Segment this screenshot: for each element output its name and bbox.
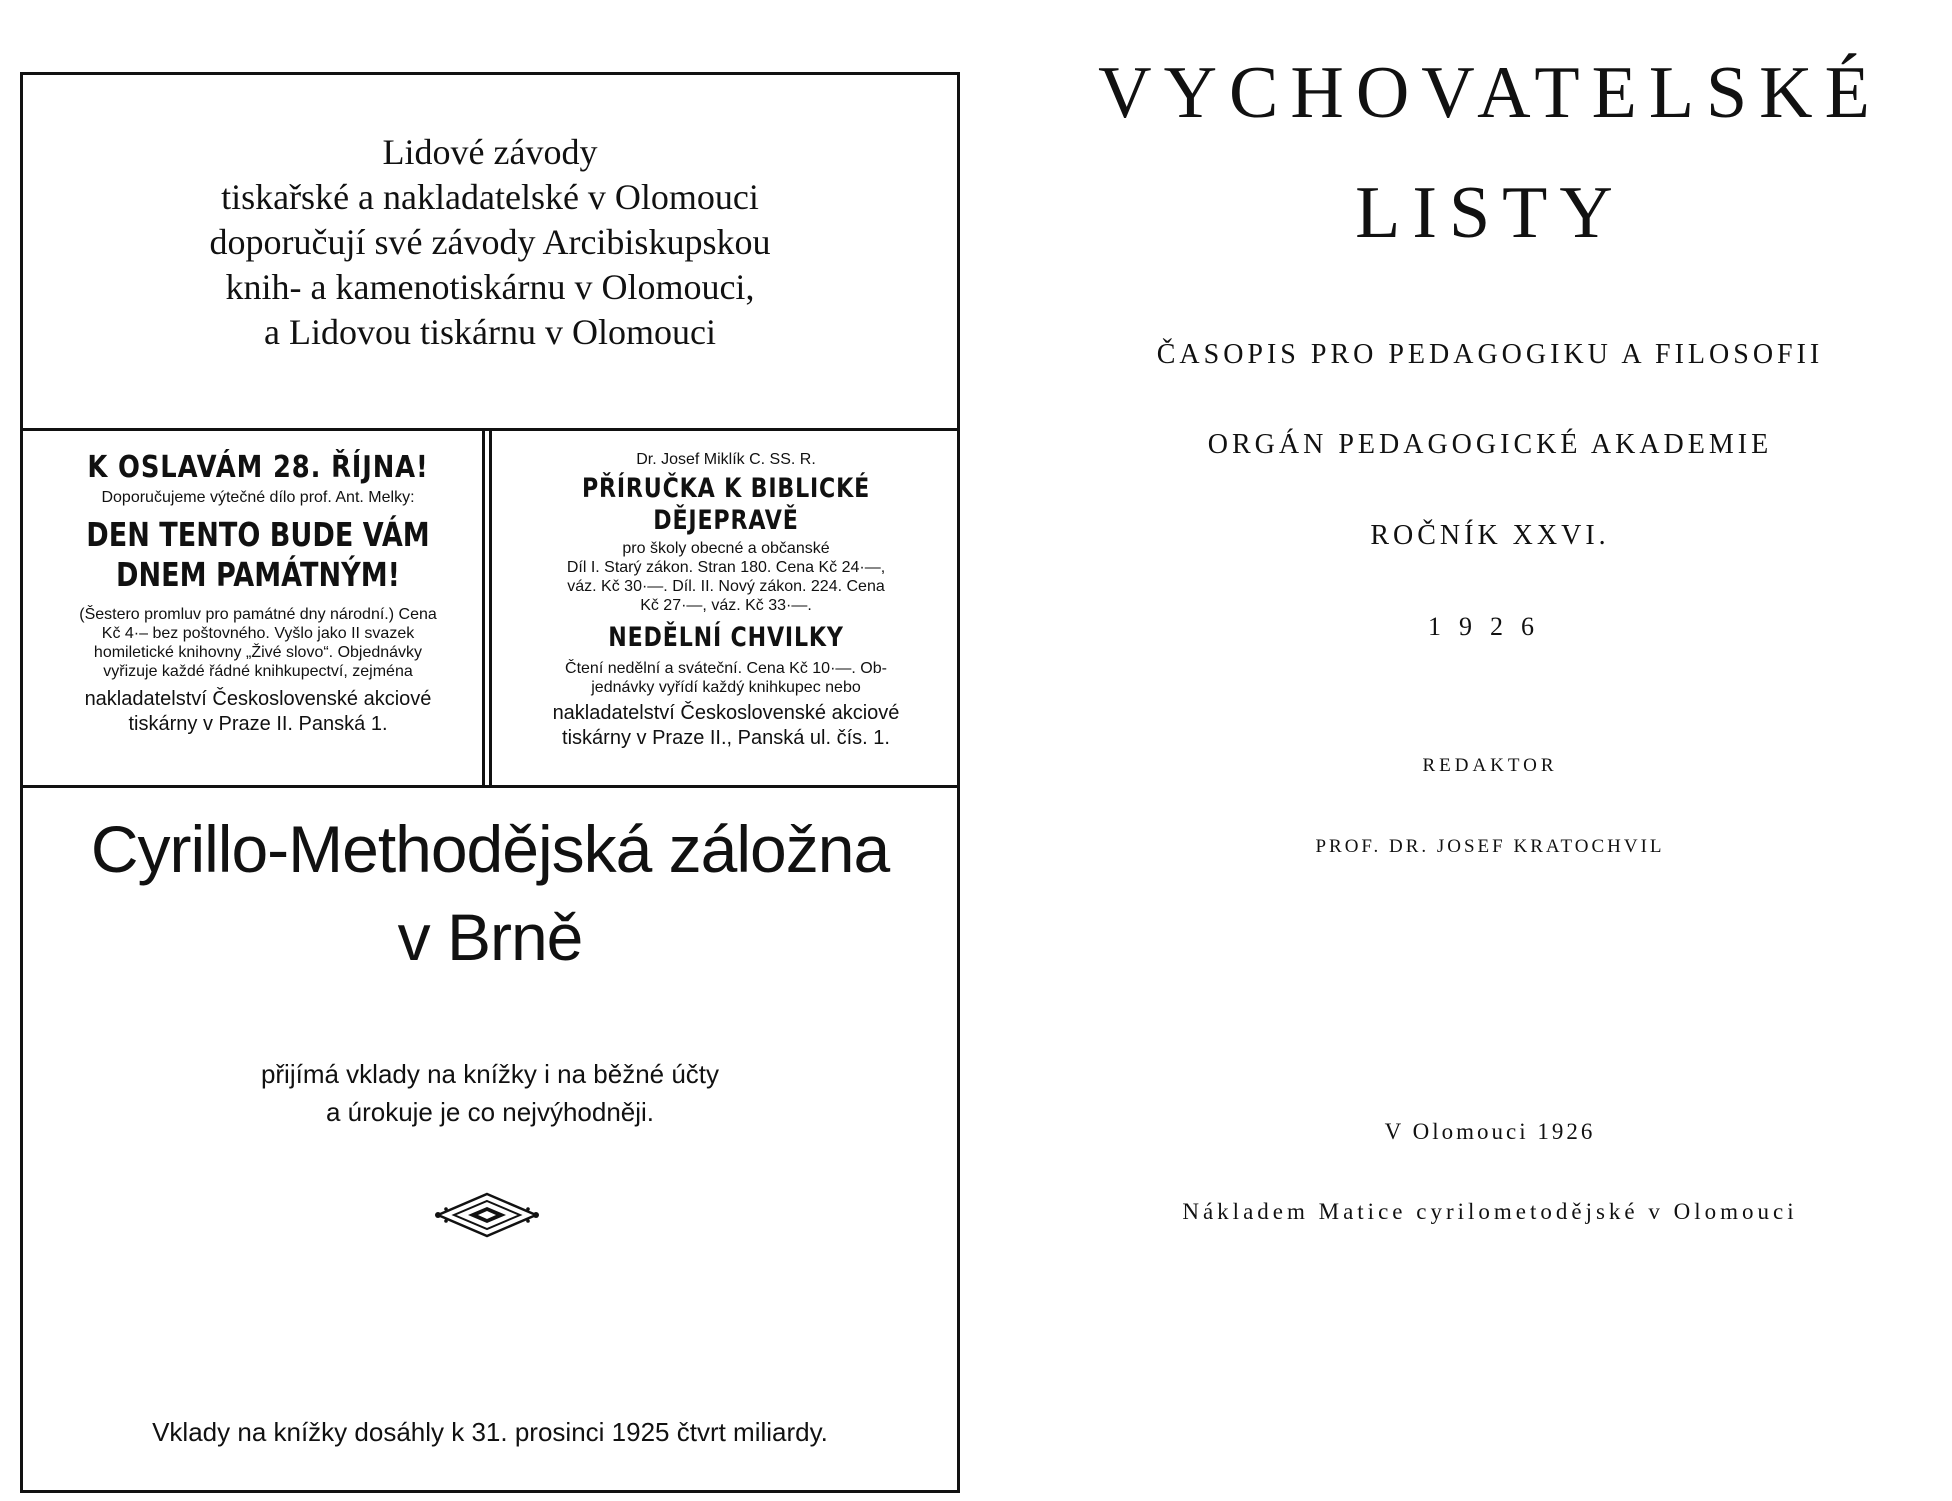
- ad-text-line: tiskařské a nakladatelské v Olomouci: [221, 177, 759, 217]
- ad-zalozna-body-line: přijímá vklady na knížky i na běžné účty: [260, 1059, 720, 1089]
- ad-zalozna-footer: Vklady na knížky dosáhly k 31. prosinci 1925 čtvrt miliardy.: [152, 1417, 828, 1447]
- editor-name: PROF. DR. JOSEF KRATOCHVIL: [1315, 836, 1665, 857]
- ad-book-title: DĚJEPRAVĚ: [653, 505, 799, 536]
- ad-description-line: pro školy obecné a občanské: [622, 540, 830, 557]
- journal-organ: ORGÁN PEDAGOGICKÉ AKADEMIE: [1207, 429, 1773, 460]
- ad-intro: Doporučujeme výtečné dílo prof. Ant. Melky:: [101, 489, 415, 506]
- ad-description-line: Kč 27·—, váz. Kč 33·—.: [640, 597, 812, 614]
- ad-headline: K OSLAVÁM 28. ŘÍJNA!: [87, 450, 429, 485]
- journal-volume: ROČNÍK XXVI.: [1370, 520, 1610, 551]
- ad-prirucka: [500, 450, 952, 751]
- ad-k-oslavam: [26, 450, 490, 737]
- ad-book-title: DNEM PAMÁTNÝM!: [116, 555, 400, 594]
- ad-description-line: homiletické knihovny „Živé slovo“. Objednávky: [93, 644, 423, 661]
- ad-description-line: (Šestero promluv pro památné dny národní.) Cena: [79, 606, 437, 623]
- ad-book-title: PŘÍRUČKA K BIBLICKÉ: [581, 473, 871, 504]
- ad-description-line: jednávky vyřídí každý knihkupec nebo: [591, 679, 861, 696]
- publication-place: V Olomouci 1926: [1384, 1119, 1596, 1144]
- diamond-ornament-icon: [432, 1190, 542, 1240]
- ad-publisher-line: tiskárny v Praze II., Panská ul. čís. 1.: [562, 727, 890, 749]
- publisher-line: Nákladem Matice cyrilometodějské v Olomouci: [1182, 1199, 1798, 1224]
- editor-label: REDAKTOR: [1422, 755, 1558, 776]
- ad-zalozna-body-line: a úrokuje je co nejvýhodněji.: [325, 1097, 655, 1127]
- ad-zalozna-title-line: v Brně: [397, 900, 583, 974]
- journal-year: 1926: [1428, 612, 1552, 641]
- ad-book-title: NEDĚLNÍ CHVILKY: [608, 622, 844, 653]
- ad-text-line: Lidové závody: [382, 132, 598, 172]
- ad-description-line: Čtení nedělní a sváteční. Cena Kč 10·—. Ob-: [565, 660, 887, 677]
- ad-zalozna-body: [23, 1055, 957, 1131]
- ad-description-line: vyřizuje každé řádné knihkupectví, zejména: [103, 663, 413, 680]
- ad-zalozna-title: [23, 805, 957, 981]
- ad-publisher-line: tiskárny v Praze II. Panská 1.: [128, 713, 388, 735]
- journal-subtitle: ČASOPIS PRO PEDAGOGIKU A FILOSOFII: [1156, 339, 1824, 370]
- ad-publisher-line: nakladatelství Československé akciové: [552, 702, 900, 724]
- ad-description-line: váz. Kč 30·—. Díl. II. Nový zákon. 224. Cena: [567, 578, 885, 595]
- ad-publisher-line: nakladatelství Československé akciové: [84, 688, 432, 710]
- journal-title: LISTY: [1355, 172, 1625, 254]
- ad-book-title: DEN TENTO BUDE VÁM: [86, 515, 430, 554]
- ad-zalozna-title-line: Cyrillo-Methodějská záložna: [90, 812, 890, 886]
- ad-description-line: Kč 4·– bez poštovného. Vyšlo jako II svazek: [101, 625, 415, 642]
- ad-description-line: Díl I. Starý zákon. Stran 180. Cena Kč 24·—,: [566, 559, 886, 576]
- ad-lidove-zavody: [23, 130, 957, 355]
- ad-author: Dr. Josef Miklík C. SS. R.: [636, 451, 816, 468]
- ad-text-line: knih- a kamenotiskárnu v Olomouci,: [225, 267, 755, 307]
- journal-title: VYCHOVATELSKÉ: [1098, 52, 1882, 134]
- ad-text-line: doporučují své závody Arcibiskupskou: [209, 222, 771, 262]
- ad-text-line: a Lidovou tiskárnu v Olomouci: [264, 312, 716, 352]
